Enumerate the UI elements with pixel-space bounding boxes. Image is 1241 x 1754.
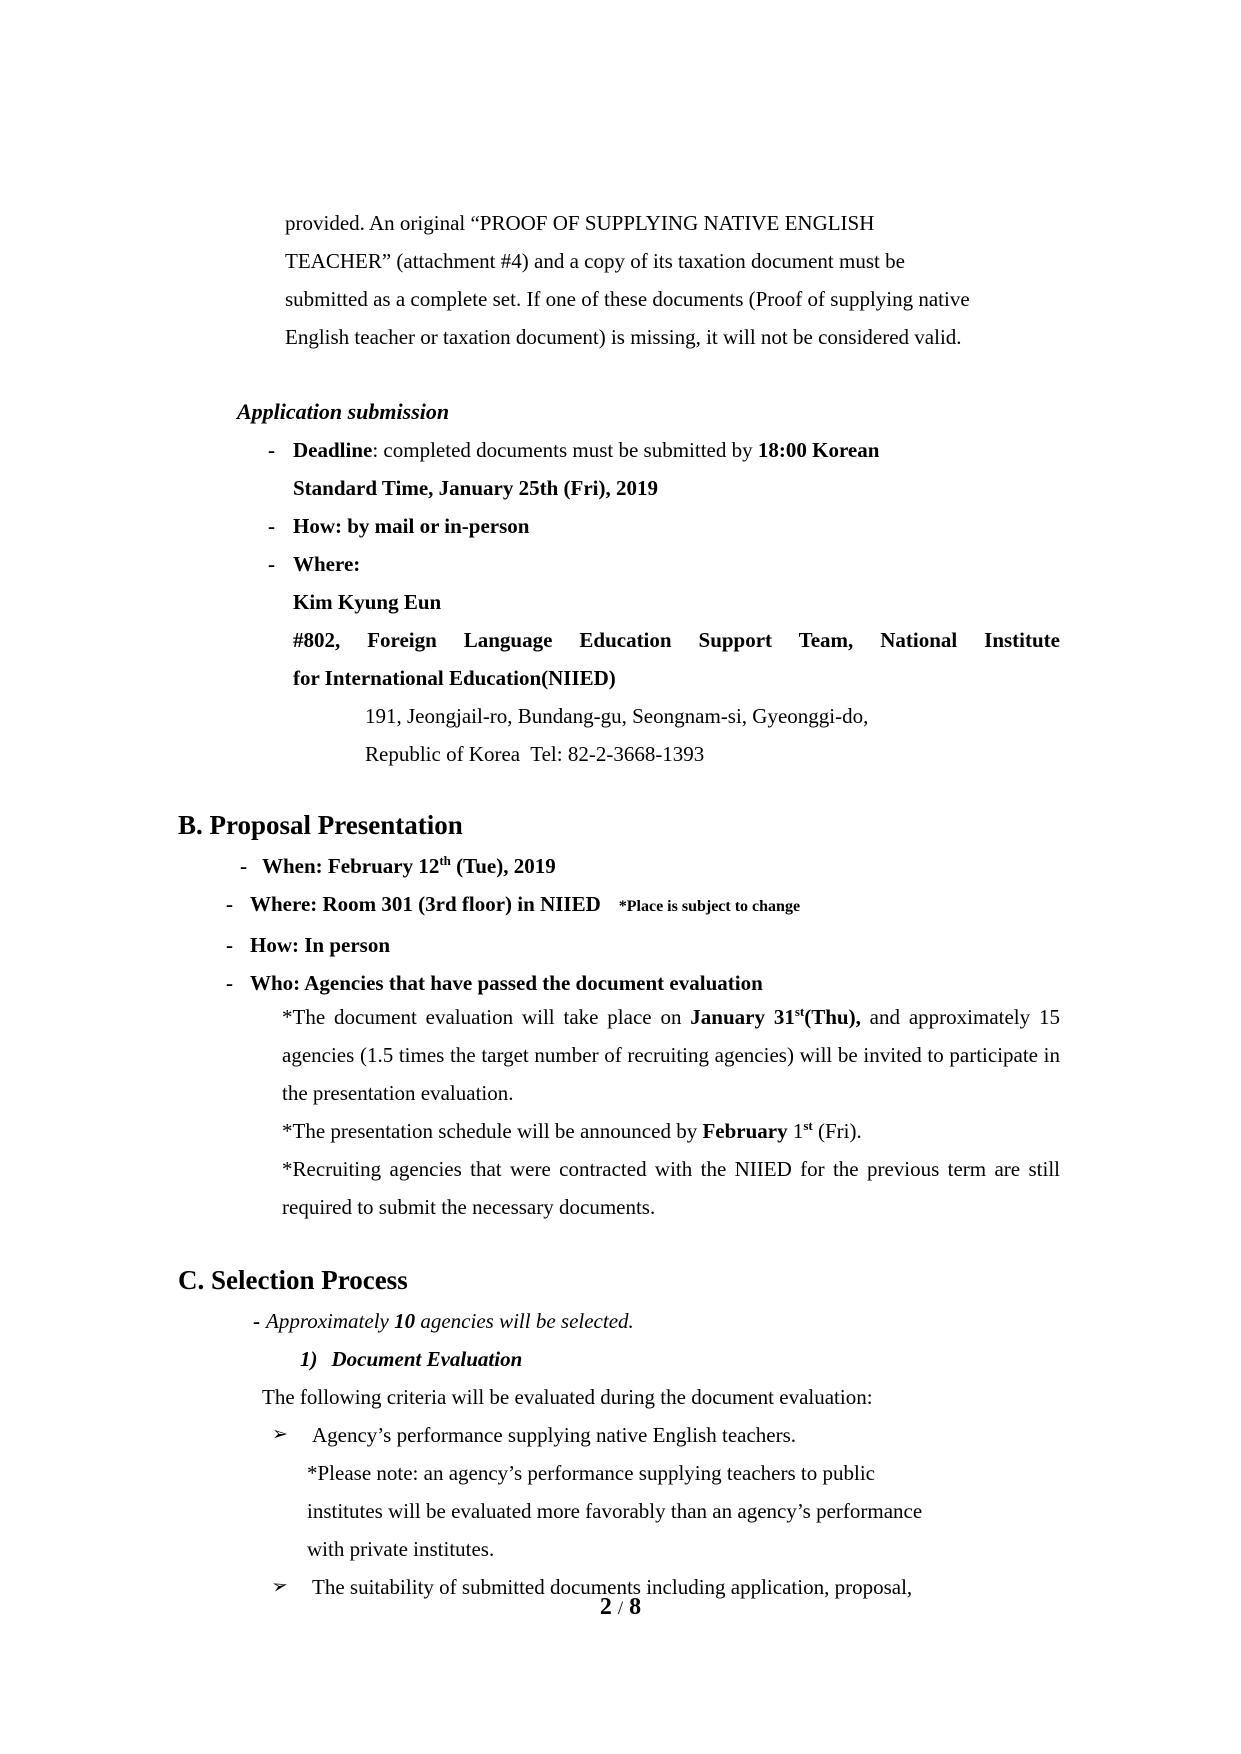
intro-line: submitted as a complete set. If one of these documents (Proof of supplying native [285,287,970,311]
total-pages-number: 8 [629,1594,642,1620]
para1-bold-date [690,1005,861,1029]
current-page-number: 2 [599,1594,612,1620]
arrow-bullet-icon: ➢ [269,1574,291,1599]
when-ordinal-sup: th [439,853,451,868]
intro-paragraph [285,0,1045,356]
para1-pre: *The document evaluation will take place on [282,1005,691,1029]
where-b-item [226,885,1241,926]
approx-pre: Approximately [266,1309,395,1333]
doc-eval-paragraph [282,998,1060,1112]
how-b-text: How: In person [250,933,391,957]
para1-tail: and approximately 15 agencies (1.5 times the target number of recruiting agencies) will be invited to participate in the presentation evaluation. [282,1005,1060,1105]
deadline-item [268,431,1241,507]
note-line: *Please note: an agency’s performance supplying teachers to public [307,1461,875,1485]
approx-text [266,1302,634,1340]
where-b-main: Where: Room 301 (3rd floor) in NIIED [250,892,601,916]
criteria-bullet-1 [272,1416,1241,1454]
approx-tail: agencies will be selected. [415,1309,634,1333]
deadline-time: 18:00 Korean [757,438,880,462]
approx-count: 10 [394,1309,416,1333]
intro-line: English teacher or taxation document) is missing, it will not be considered valid. [285,325,962,349]
para2-sup: st [803,1118,813,1133]
schedule-paragraph [282,1112,1060,1150]
dash-bullet: - [253,1309,260,1333]
page-separator: / [617,1598,624,1619]
address-bold-line2: for International Education(NIIED) [293,666,616,690]
dash-bullet: - [226,971,233,995]
para1-sup: st [794,1004,805,1019]
when-item [240,847,1241,885]
contact-name: Kim Kyung Eun [293,590,442,614]
where-text: Where: [293,552,361,576]
approx-item [253,1302,1241,1340]
subheading-number: 1) [300,1347,318,1371]
subheading-title: Document Evaluation [331,1347,523,1371]
para2-tail: (Fri). [812,1119,862,1143]
document-evaluation-subheading [300,1340,1241,1378]
address-line2: Republic of Korea Tel: 82-2-3668-1393 [365,742,705,766]
dash-bullet: - [268,552,275,576]
deadline-line2: Standard Time, January 25th (Fri), 2019 [293,476,658,500]
deadline-label: Deadline [293,438,373,462]
deadline-mid: : completed documents must be submitted by [372,438,758,462]
note-line: institutes will be evaluated more favorably than an agency’s performance [307,1499,923,1523]
page-number-footer [0,1588,1241,1628]
arrow-bullet-icon: ➢ [272,1424,288,1445]
place-change-note: *Place is subject to change [618,898,801,915]
para1-bold: January 31 [690,1005,795,1029]
address-line1: 191, Jeongjail-ro, Bundang-gu, Seongnam-si, Gyeonggi-do, [365,704,869,728]
dash-bullet: - [226,933,233,957]
how-text: How: by mail or in-person [293,514,530,538]
section-c-heading: C. Selection Process [178,1265,408,1295]
dash-bullet: - [240,854,247,878]
who-b-item [226,964,1241,1002]
para1-bold-post: (Thu), [804,1005,861,1029]
when-text [262,847,1241,885]
application-submission-heading: Application submission [237,399,450,424]
intro-line: provided. An original “PROOF OF SUPPLYING NATIVE ENGLISH [285,211,875,235]
criteria-intro: The following criteria will be evaluated during the document evaluation: [262,1385,873,1409]
deadline-text [293,431,1241,507]
where-item [268,545,1241,583]
criteria-bullet-2-text: The suitability of submitted documents including application, proposal, [312,1575,913,1599]
deadline-line1 [293,431,1241,469]
note-line: with private institutes. [307,1537,495,1561]
where-b-text [250,885,1241,926]
para2-pre: *The presentation schedule will be announced by [282,1119,703,1143]
criteria-bullet-1-text: Agency’s performance supplying native English teachers. [312,1423,797,1447]
dash-bullet: - [268,438,275,462]
intro-line: TEACHER” (attachment #4) and a copy of its taxation document must be [285,249,905,273]
dash-bullet: - [268,514,275,538]
recruiting-paragraph: *Recruiting agencies that were contracted with the NIIED for the previous term are still required to submit the necessary documents. [282,1157,1060,1219]
address-bold-block [293,621,1241,697]
who-b-text: Who: Agencies that have passed the document evaluation [250,971,763,995]
when-post: (Tue), 2019 [450,854,556,878]
para2-bold-month: February [702,1119,788,1143]
how-b-item [226,926,1241,964]
address-bold-line1: #802, Foreign Language Education Support Team, National Institute [293,628,1060,652]
dash-bullet: - [226,892,233,916]
please-note-block [307,1454,1241,1568]
section-b-heading: B. Proposal Presentation [178,810,463,840]
para2-day: 1 [787,1119,804,1143]
when-pre: When: February 12 [262,854,440,878]
how-item [268,507,1241,545]
